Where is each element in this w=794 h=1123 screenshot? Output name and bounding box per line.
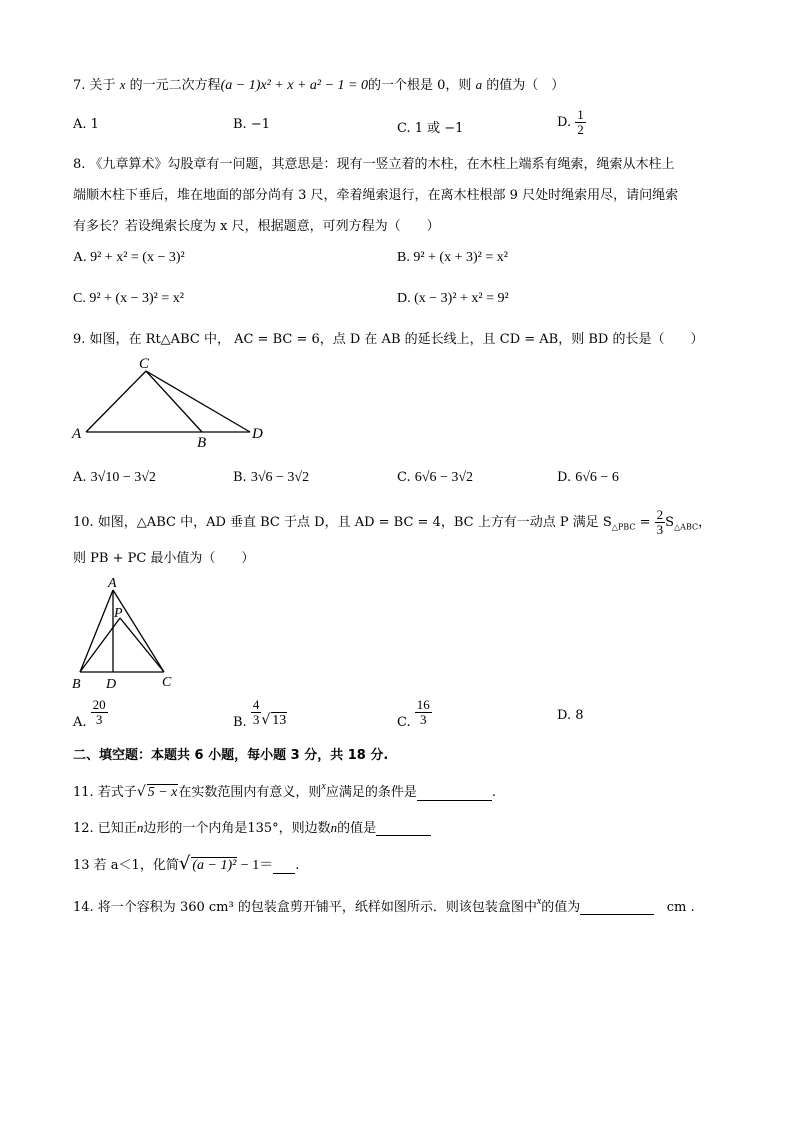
q7-option-a: A. 1 — [73, 117, 99, 132]
q8-option-b: B. 9² + (x + 3)² = x² — [397, 250, 508, 265]
q8-option-d: D. (x − 3)² + x² = 9² — [397, 291, 509, 306]
q10-stem: 10. 如图，△ABC 中，AD 垂直 BC 于点 D，且 AD = BC = 4，BC 上方有一动点 P 满足 $S_{\triangle PBC}$ = $\frac{2}{3}$ $S_{\triangle ABC}$， — [73, 507, 712, 537]
q13-answer-blank — [273, 873, 295, 874]
q10-label-c: C — [162, 675, 172, 690]
q13: 13 若 a＜1，化简√ (a − 1)² − 1＝ . — [73, 853, 300, 874]
q14-answer-blank — [580, 914, 654, 915]
q11: 11. 若式子√ 5 − x在实数范围内有意义，则$^x$应满足的条件是 . — [73, 781, 497, 800]
q10-segment-ab — [80, 590, 113, 672]
q9-label-b: B — [197, 435, 207, 451]
q10-segment-pb — [80, 618, 120, 672]
q10-stem-line2: 则 PB + PC 最小值为（ ） — [73, 551, 255, 566]
q10-segment-ac — [113, 590, 164, 672]
q8-line3: 有多长？若设绳索长度为 x 尺，根据题意，可列方程为（ ） — [73, 219, 440, 234]
q7-stem: 7. 关于 x 的一元二次方程(a − 1)x² + x + a² − 1 = 0的一个根是 0，则 a 的值为（ ） — [73, 77, 565, 93]
q10-label-p: P — [114, 606, 123, 621]
q14: 14. 将一个容积为 360 cm³ 的包装盒剪开铺平，纸样如图所示．则该包装盒图中$^x$的值为 cm . — [73, 896, 695, 915]
q9-option-c: C. 6√6 − 3√2 — [397, 470, 474, 485]
q10-option-a: A. $\frac{20}{3}$ — [73, 697, 106, 730]
q10-segment-pc — [120, 618, 164, 672]
q10-option-c: C. $\frac{16}{3}$ — [397, 697, 430, 730]
q12-answer-blank — [376, 835, 431, 836]
q9-triangle-figure — [68, 352, 278, 452]
q9-label-c: C — [139, 356, 150, 372]
q10-option-d: D. 8 — [557, 708, 584, 723]
q9-segment-cd — [146, 371, 250, 432]
q9-option-d: D. 6√6 − 6 — [557, 470, 619, 485]
q8-option-a: A. 9² + x² = (x − 3)² — [73, 250, 185, 265]
q9-stem: 9. 如图，在 Rt△ABC 中， AC = BC = 6，点 D 在 AB 的延长线上，且 CD = AB，则 BD 的长是（ ） — [73, 332, 704, 347]
section2-title: 二、填空题：本题共 6 小题，每小题 3 分，共 18 分. — [73, 748, 389, 763]
q8-option-c: C. 9² + (x − 3)² = x² — [73, 291, 184, 306]
q10-label-a: A — [108, 576, 117, 591]
q9-label-a: A — [72, 426, 82, 442]
q11-answer-blank — [417, 800, 492, 801]
q10-label-d: D — [106, 677, 117, 692]
q10-option-b: B. $\frac{4}{3}$ √ 13 — [233, 697, 287, 730]
q9-option-a: A. 3√10 − 3√2 — [73, 470, 156, 485]
q10-triangle-figure — [68, 572, 188, 692]
q9-label-d: D — [252, 426, 263, 442]
q7-option-c: C. 1 或 −1 — [397, 121, 464, 136]
q10-label-b: B — [72, 677, 81, 692]
q8-line2: 端顺木柱下垂后，堆在地面的部分尚有 3 尺，牵着绳索退行，在离木柱根部 9 尺处时绳索用尽，请问绳索 — [73, 188, 679, 203]
q12: 12. 已知正n边形的一个内角是135°，则边数n的值是 — [73, 817, 431, 836]
q7-option-b: B. −1 — [233, 117, 270, 132]
q9-segment-cb — [146, 371, 202, 432]
q9-option-b: B. 3√6 − 3√2 — [233, 470, 310, 485]
q9-segment-ac — [86, 371, 146, 432]
q8-line1: 8. 《九章算术》勾股章有一问题，其意思是：现有一竖立着的木柱，在木柱上端系有绳索，绳索从木柱上 — [73, 157, 675, 172]
q7-option-d: D. $\frac{1}{2}$ — [557, 107, 584, 137]
